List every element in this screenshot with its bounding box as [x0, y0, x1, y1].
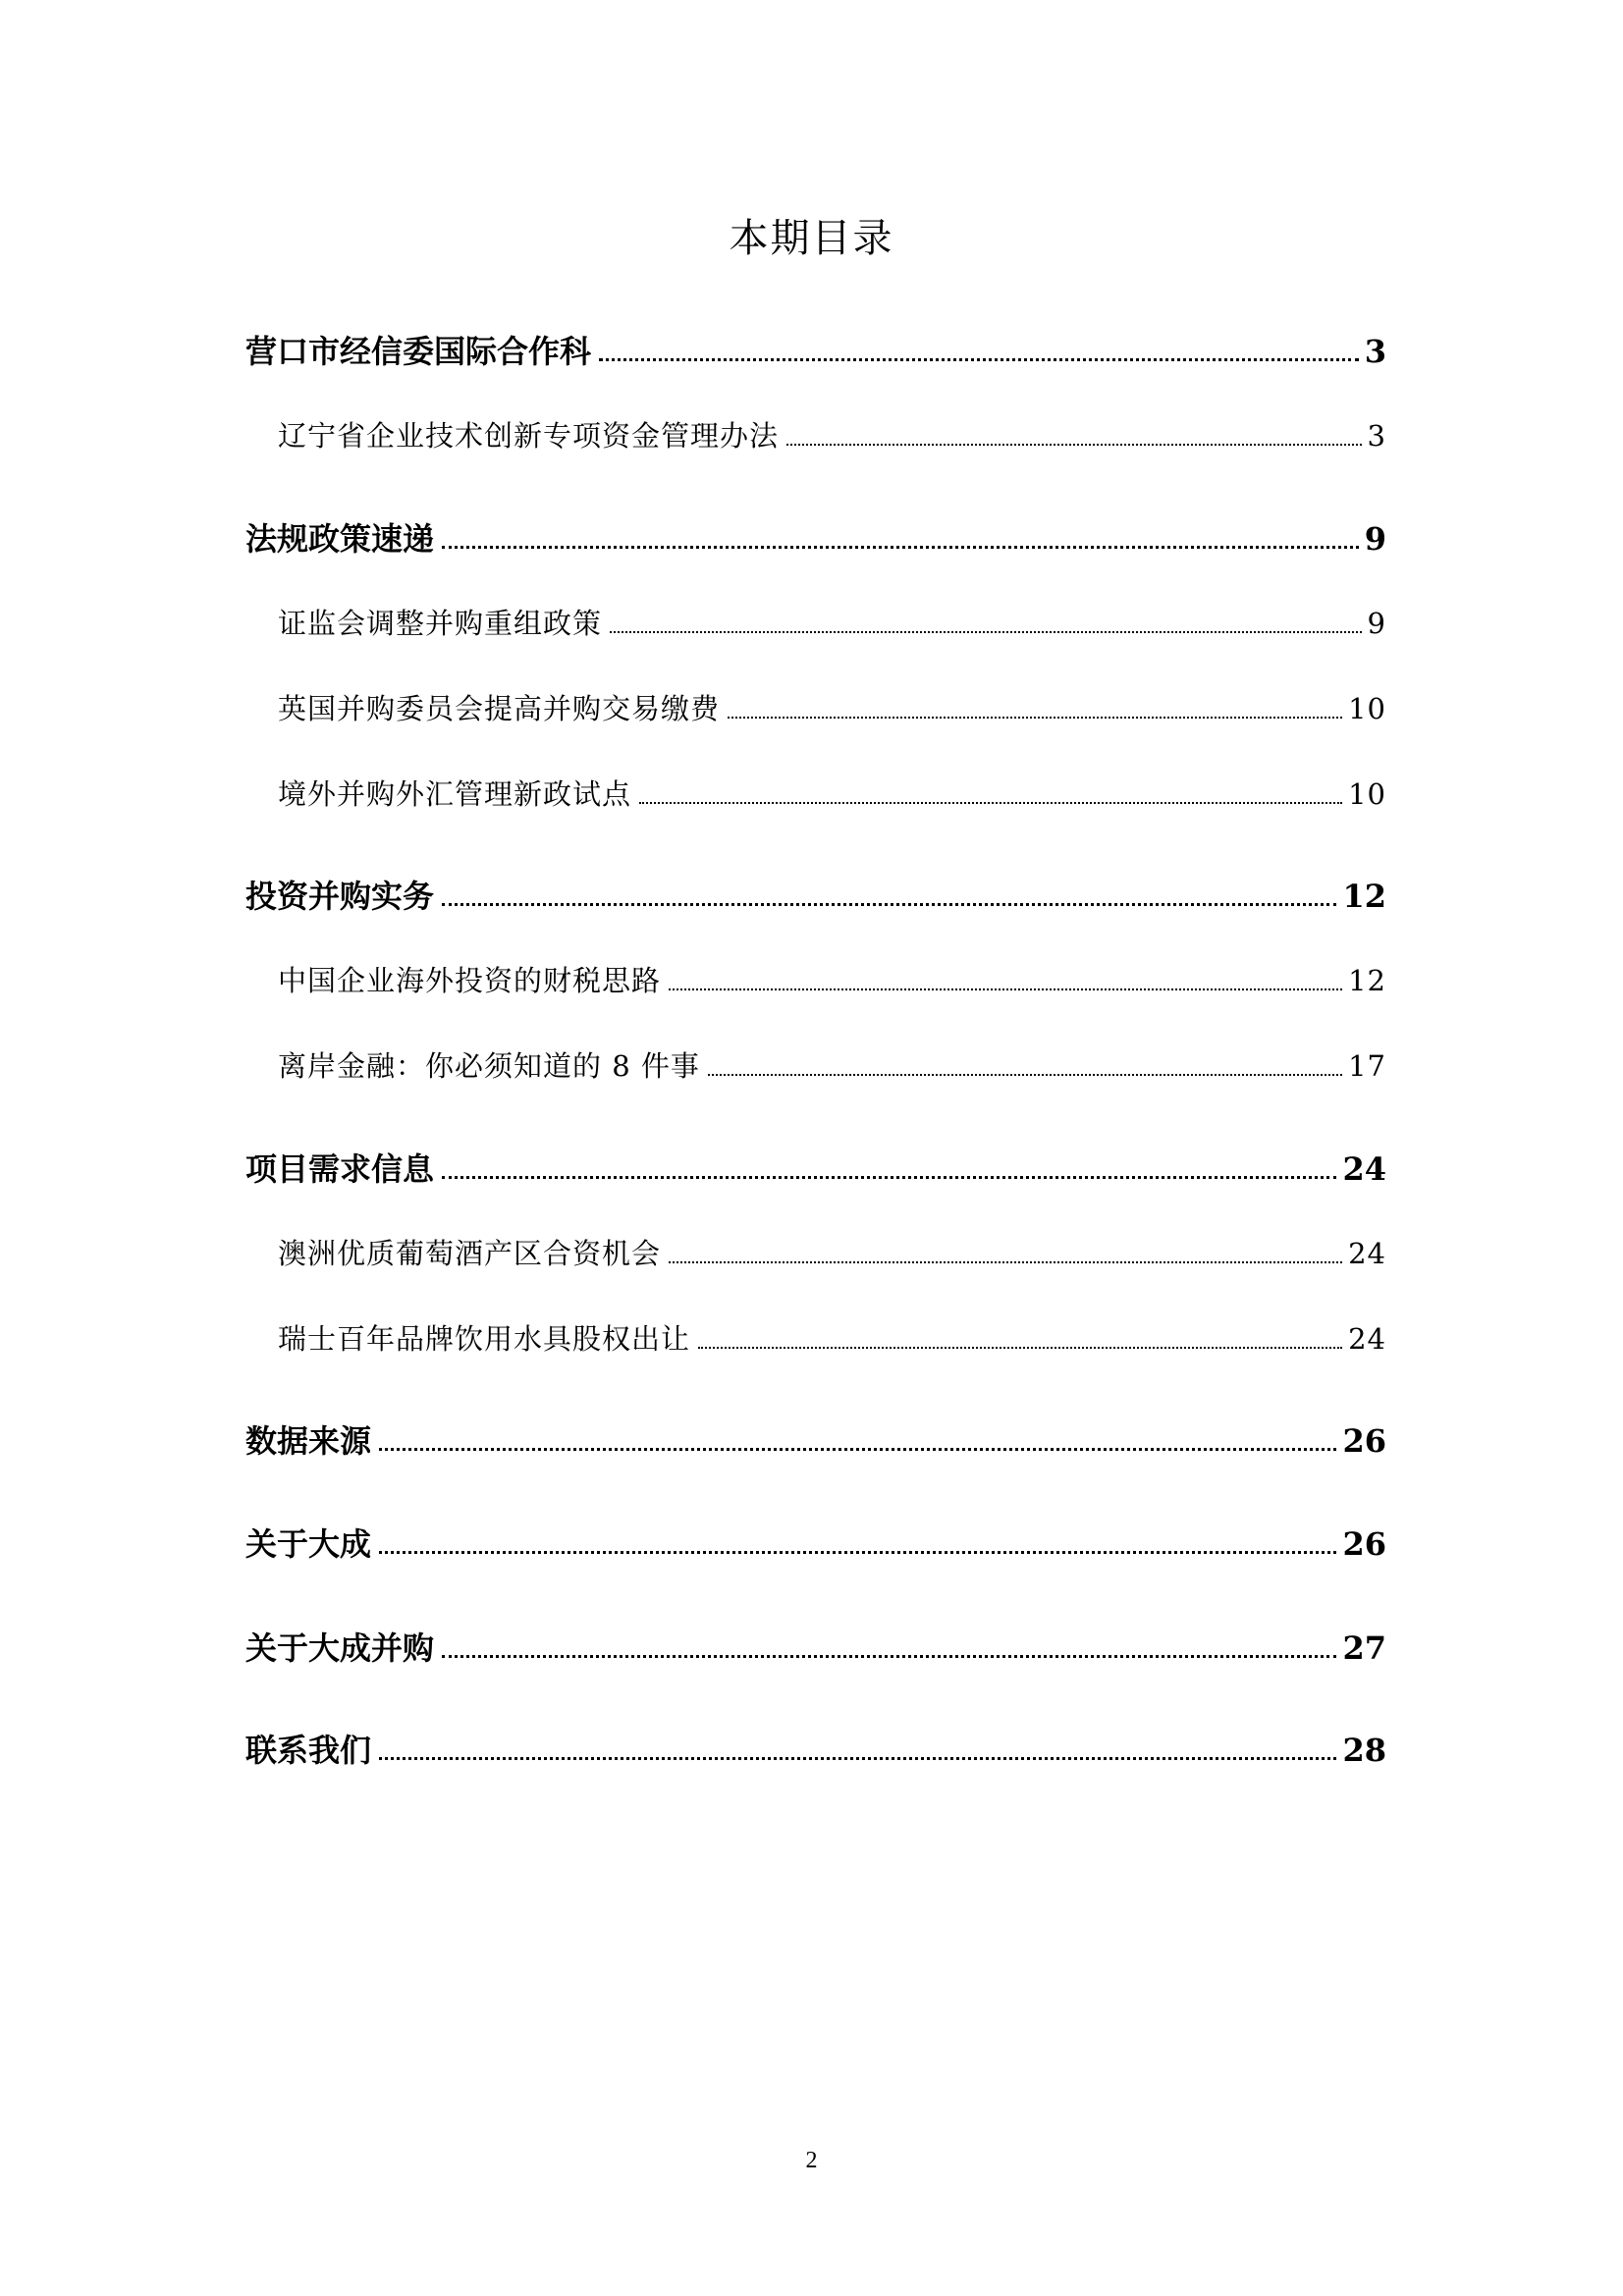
toc-entry-label: 关于大成: [245, 1525, 372, 1563]
toc-entry-page: 28: [1342, 1732, 1386, 1769]
toc-entry-page: 12: [1348, 964, 1386, 997]
toc-entry-label: 澳洲优质葡萄酒产区合资机会: [278, 1237, 662, 1270]
toc-entry-label: 证监会调整并购重组政策: [278, 607, 603, 640]
toc-entry-page: 27: [1342, 1629, 1386, 1667]
toc-subsection-entry[interactable]: [278, 679, 1386, 728]
dot-leader: [442, 546, 1359, 549]
toc-entry-label: 营口市经信委国际合作科: [245, 333, 592, 370]
toc-entry-page: 3: [1364, 333, 1386, 370]
toc-subsection-entry[interactable]: [278, 951, 1386, 1000]
dot-leader: [669, 1261, 1342, 1263]
toc-section-entry[interactable]: [245, 509, 1386, 559]
toc-entry-page: 3: [1367, 419, 1386, 453]
toc-entry-label: 辽宁省企业技术创新专项资金管理办法: [278, 419, 780, 453]
dot-leader: [728, 717, 1342, 719]
dot-leader: [698, 1347, 1342, 1349]
toc-entry-page: 10: [1348, 692, 1386, 725]
dot-leader: [599, 358, 1359, 361]
page-title: 本期目录: [729, 216, 894, 261]
toc-entry-page: 17: [1348, 1049, 1386, 1083]
dot-leader: [610, 631, 1362, 633]
dot-leader: [708, 1074, 1342, 1076]
toc-entry-page: 9: [1367, 607, 1386, 640]
toc-entry-label: 数据来源: [245, 1422, 372, 1460]
toc-entry-page: 26: [1342, 1422, 1386, 1460]
toc-entry-page: 26: [1342, 1525, 1386, 1563]
toc-subsection-entry[interactable]: [278, 765, 1386, 814]
toc-section-entry[interactable]: [245, 1140, 1386, 1189]
toc-entry-label: 瑞士百年品牌饮用水具股权出让: [278, 1322, 691, 1356]
dot-leader: [379, 1448, 1336, 1451]
dot-leader: [379, 1757, 1336, 1760]
toc-entry-label: 关于大成并购: [245, 1629, 435, 1667]
toc-section-entry[interactable]: [245, 1721, 1386, 1770]
toc-entry-label: 投资并购实务: [245, 878, 435, 915]
toc-entry-label: 离岸金融：你必须知道的 8 件事: [278, 1049, 700, 1083]
dot-leader: [442, 1176, 1336, 1179]
toc-entry-label: 项目需求信息: [245, 1150, 435, 1188]
toc-subsection-entry[interactable]: [278, 1309, 1386, 1359]
toc-entry-page: 10: [1348, 777, 1386, 811]
dot-leader: [442, 903, 1336, 906]
toc-entry-page: 9: [1364, 520, 1386, 558]
dot-leader: [379, 1551, 1336, 1554]
toc-section-entry[interactable]: [245, 1412, 1386, 1461]
page-number: 2: [805, 2148, 818, 2173]
toc-entry-page: 24: [1348, 1237, 1386, 1270]
toc-subsection-entry[interactable]: [278, 406, 1386, 455]
toc-entry-label: 联系我们: [245, 1732, 372, 1769]
toc-section-entry[interactable]: [245, 322, 1386, 371]
dot-leader: [786, 444, 1362, 446]
toc-entry-label: 境外并购外汇管理新政试点: [278, 777, 632, 811]
toc-subsection-entry[interactable]: [278, 1224, 1386, 1273]
toc-section-entry[interactable]: [245, 1515, 1386, 1564]
toc-section-entry[interactable]: [245, 867, 1386, 916]
dot-leader: [442, 1655, 1336, 1658]
toc-subsection-entry[interactable]: [278, 1037, 1386, 1086]
toc-entry-label: 法规政策速递: [245, 520, 435, 558]
toc-entry-label: 英国并购委员会提高并购交易缴费: [278, 692, 721, 725]
toc-entry-page: 24: [1342, 1150, 1386, 1188]
toc-subsection-entry[interactable]: [278, 594, 1386, 643]
dot-leader: [639, 802, 1342, 804]
toc-section-entry[interactable]: [245, 1619, 1386, 1668]
dot-leader: [669, 988, 1342, 990]
toc-entry-page: 24: [1348, 1322, 1386, 1356]
toc-entry-label: 中国企业海外投资的财税思路: [278, 964, 662, 997]
toc-entry-page: 12: [1342, 878, 1386, 915]
